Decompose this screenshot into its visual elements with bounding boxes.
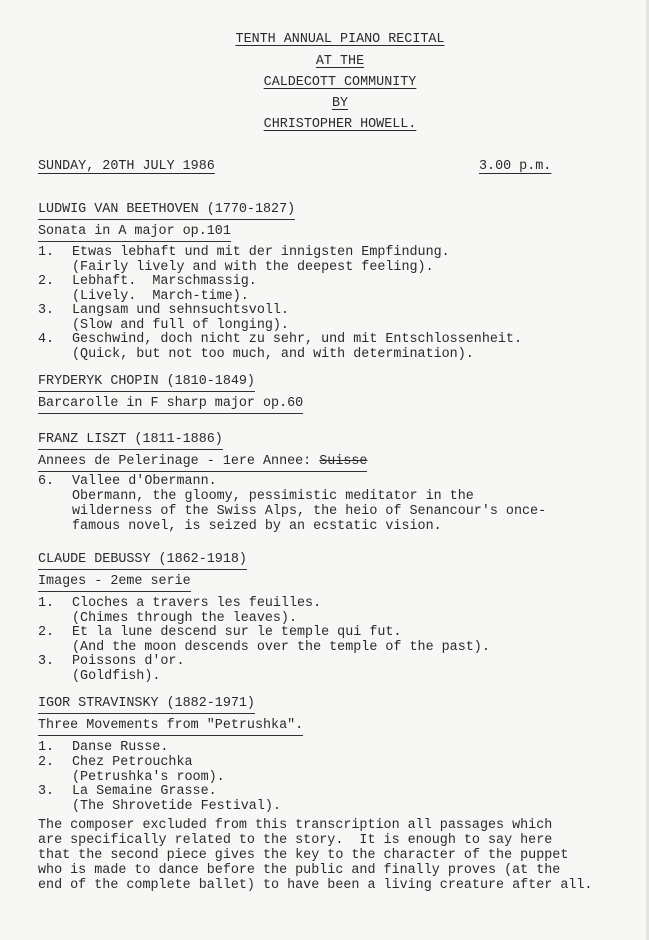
- item-title: Et la lune descend sur le temple qui fut.: [72, 625, 402, 640]
- item-title: Cloches a travers les feuilles.: [72, 596, 322, 611]
- work-liszt-subtitle: Suisse: [319, 454, 368, 469]
- item-translation: (Fairly lively and with the deepest feeling).: [72, 260, 434, 275]
- item-title: Chez Petrouchka: [72, 755, 193, 770]
- work-liszt-title: Annees de Pelerinage - 1ere Annee:: [38, 454, 320, 469]
- title-line-2: AT THE: [315, 54, 365, 69]
- item-title: Geschwind, doch nicht zu sehr, und mit Entschlossenheit.: [72, 332, 522, 347]
- work-beethoven-sonata: Sonata in A major op.101: [38, 225, 231, 242]
- title-line-5: CHRISTOPHER HOWELL.: [263, 117, 417, 132]
- item-translation: (Lively. March-time).: [72, 289, 249, 304]
- work-chopin-barcarolle: Barcarolle in F sharp major op.60: [38, 397, 303, 414]
- item-title: Lebhaft. Marschmassig.: [72, 274, 257, 289]
- item-translation: (Chimes through the leaves).: [72, 611, 297, 626]
- programme-note-line: who is made to dance before the public and finally proves (at the: [38, 863, 561, 878]
- item-translation: (Quick, but not too much, and with determination).: [72, 347, 474, 362]
- item-number: 1.: [38, 596, 55, 611]
- composer-chopin: FRYDERYK CHOPIN (1810-1849): [38, 375, 255, 392]
- item-title: Etwas lebhaft und mit der innigsten Empfindung.: [72, 245, 450, 260]
- work-liszt-annees: [38, 455, 367, 472]
- item-title: Danse Russe.: [72, 740, 169, 755]
- item-number: 3.: [38, 303, 55, 318]
- title-line-1: TENTH ANNUAL PIANO RECITAL: [235, 32, 445, 47]
- composer-liszt: FRANZ LISZT (1811-1886): [38, 433, 223, 450]
- item-number: 2.: [38, 625, 55, 640]
- composer-beethoven: LUDWIG VAN BEETHOVEN (1770-1827): [38, 203, 295, 220]
- item-translation: (Slow and full of longing).: [72, 318, 289, 333]
- item-title: Poissons d'or.: [72, 654, 185, 669]
- item-number: 2.: [38, 755, 55, 770]
- composer-debussy: CLAUDE DEBUSSY (1862-1918): [38, 553, 247, 570]
- item-number: 6.: [38, 474, 55, 489]
- item-number: 2.: [38, 274, 55, 289]
- item-translation: (And the moon descends over the temple of the past).: [72, 640, 490, 655]
- item-number: 1.: [38, 740, 55, 755]
- item-title: Langsam und sehnsuchtsvoll.: [72, 303, 289, 318]
- item-number: 3.: [38, 784, 55, 799]
- item-number: 3.: [38, 654, 55, 669]
- programme-note-line: The composer excluded from this transcription all passages which: [38, 818, 553, 833]
- item-translation: (Petrushka's room).: [72, 770, 225, 785]
- item-description: wilderness of the Swiss Alps, the heio of Senancour's once-: [72, 504, 547, 519]
- title-line-3: CALDECOTT COMMUNITY: [263, 75, 417, 90]
- work-stravinsky-petrushka: Three Movements from "Petrushka".: [38, 719, 303, 736]
- programme-note-line: end of the complete ballet) to have been a living creature after all.: [38, 878, 593, 893]
- item-title: Vallee d'Obermann.: [72, 474, 217, 489]
- item-title: La Semaine Grasse.: [72, 784, 217, 799]
- item-description: famous novel, is seized by an ecstatic vision.: [72, 519, 442, 534]
- recital-date: SUNDAY, 20TH JULY 1986: [38, 159, 215, 174]
- programme-note-line: that the second piece gives the key to the character of the puppet: [38, 848, 569, 863]
- item-translation: (Goldfish).: [72, 669, 161, 684]
- item-number: 4.: [38, 332, 55, 347]
- item-translation: (The Shrovetide Festival).: [72, 799, 281, 814]
- item-number: 1.: [38, 245, 55, 260]
- work-debussy-images: Images - 2eme serie: [38, 575, 191, 592]
- recital-time: 3.00 p.m.: [479, 159, 552, 174]
- programme-note-line: are specifically related to the story. It is enough to say here: [38, 833, 553, 848]
- item-description: Obermann, the gloomy, pessimistic meditator in the: [72, 489, 474, 504]
- title-line-4: BY: [331, 96, 349, 111]
- composer-stravinsky: IGOR STRAVINSKY (1882-1971): [38, 697, 255, 714]
